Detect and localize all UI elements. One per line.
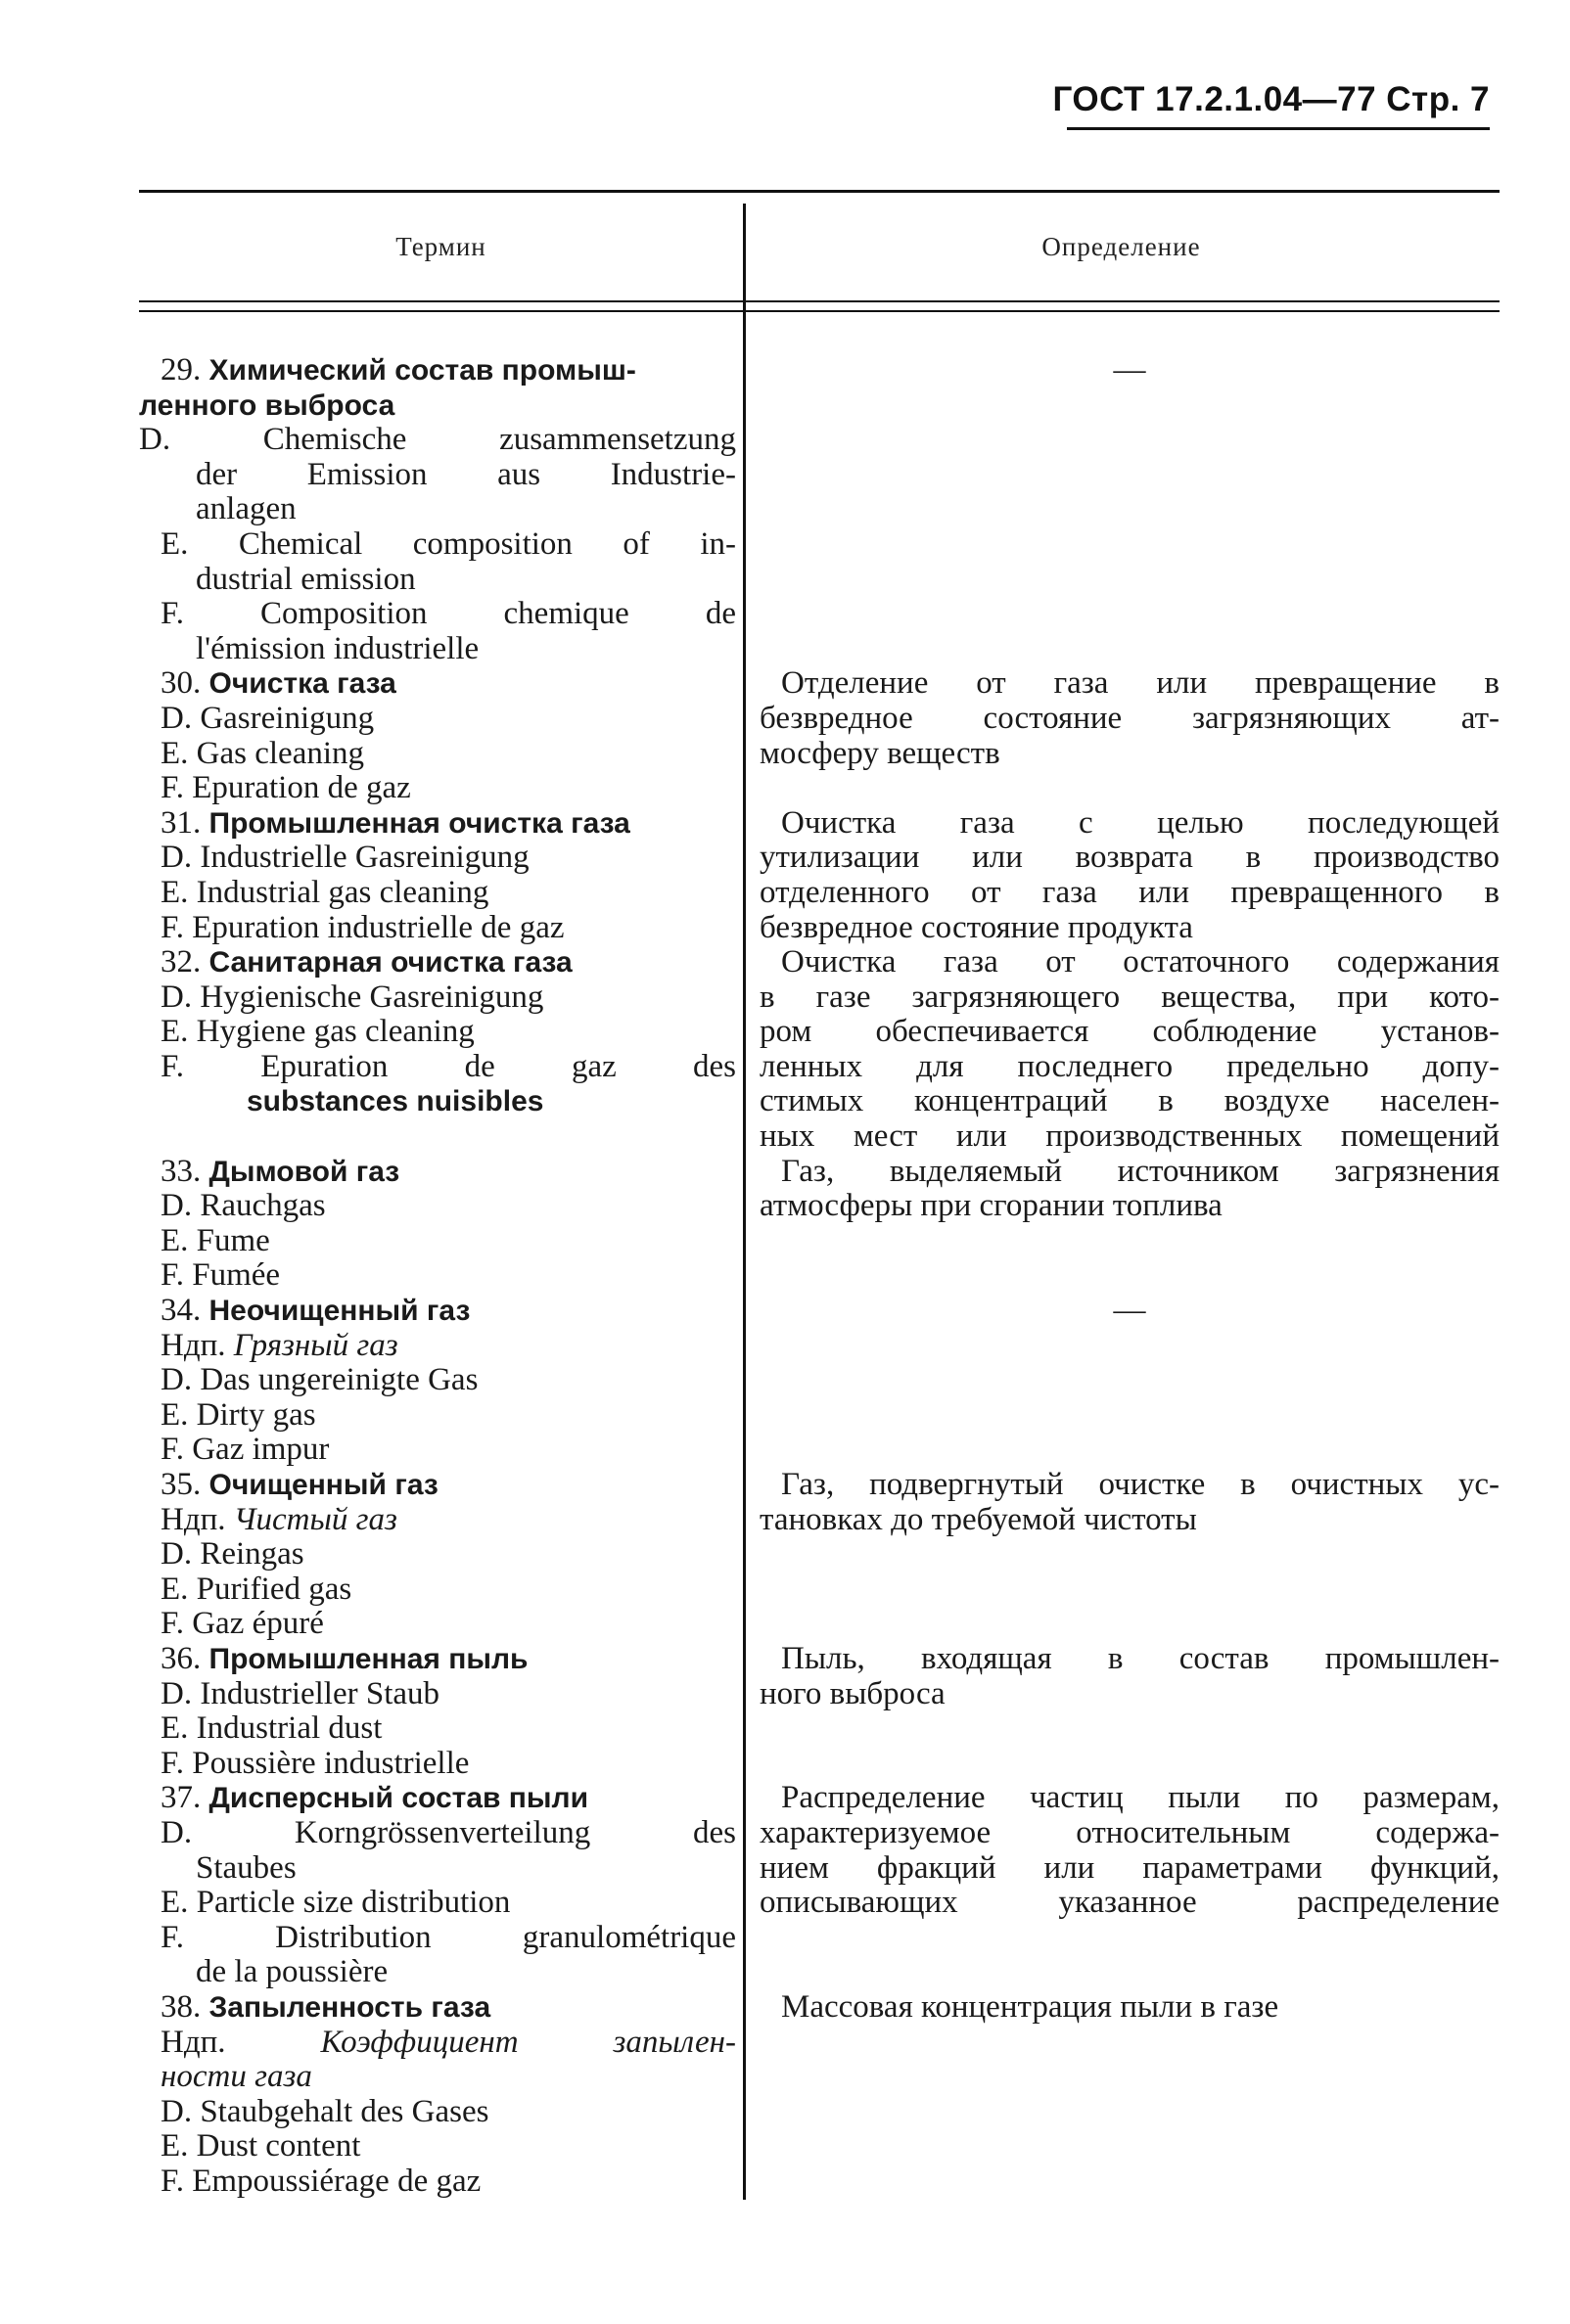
line-text: F. Gaz impur (161, 1432, 330, 1468)
definition-line (760, 737, 1500, 772)
definition-line (760, 1398, 1500, 1434)
line-text: описывающих указанное распределение (760, 1885, 1500, 1921)
definition-line (760, 1642, 1500, 1677)
line-text: 31. (161, 804, 209, 841)
line-text: l'émission industrielle (196, 630, 480, 666)
term-line (139, 563, 736, 598)
definition-line (760, 1189, 1500, 1224)
term-line (139, 1468, 736, 1503)
definition-column (760, 353, 1500, 2026)
line-text: безвредное состояние продукта (760, 909, 1193, 945)
term-line (139, 1503, 736, 1538)
term-line (139, 353, 736, 388)
term-line (139, 1329, 736, 1364)
definition-line (760, 492, 1500, 527)
line-text: ных мест или производственных помещений (760, 1118, 1500, 1155)
definition-line (760, 1084, 1500, 1119)
term-line (139, 1084, 736, 1119)
line-text: характеризуемое относительным содержа- (760, 1814, 1500, 1850)
definition-line (760, 1119, 1500, 1155)
page-title: ГОСТ 17.2.1.04—77 Стр. 7 (1052, 80, 1490, 118)
definition-line (760, 353, 1500, 388)
line-text: D. Das ungereinigte Gas (161, 1362, 479, 1398)
line-text: D. Industrielle Gasreinigung (161, 840, 530, 876)
line-text: D. Staubgehalt des Gases (161, 2093, 489, 2129)
term-line (139, 1258, 736, 1294)
definition-line (760, 1258, 1500, 1294)
definition-line (760, 876, 1500, 911)
term-line (139, 458, 736, 493)
term-name: Промышленная очистка газа (208, 806, 630, 840)
term-line (139, 2060, 736, 2095)
term-line (139, 1015, 736, 1050)
line-text: отделенного от газа или превращенного в (760, 874, 1500, 910)
term-name: Очистка газа (208, 667, 396, 701)
line-text: Газ, подвергнутый очистке в очистных ус- (781, 1467, 1500, 1502)
definition-line (760, 1607, 1500, 1642)
definition-line (760, 388, 1500, 424)
definition-line (760, 597, 1500, 632)
line-text: D. Hygienische Gasreinigung (161, 979, 544, 1015)
line-text: D. Rauchgas (161, 1188, 326, 1224)
line-text: E. Fume (161, 1222, 270, 1258)
line-text: мосферу веществ (760, 735, 1000, 771)
definition-line (760, 1711, 1500, 1747)
definition-line (760, 771, 1500, 806)
line-text: E. Industrial dust (161, 1710, 383, 1747)
line-text: 36. (161, 1640, 209, 1676)
line-text: 32. (161, 944, 209, 980)
definition-line (760, 1537, 1500, 1572)
line-text: E. Dirty gas (161, 1396, 316, 1433)
line-text: E. Chemical composition of in- (161, 525, 736, 562)
line-text: E. Hygiene gas cleaning (161, 1014, 475, 1050)
term-line (139, 841, 736, 876)
definition-line (760, 911, 1500, 946)
term-line (139, 1537, 736, 1572)
line-text: 33. (161, 1153, 209, 1189)
definition-line (760, 1294, 1500, 1329)
term-name: Промышленная пыль (208, 1642, 529, 1675)
term-line (139, 2165, 736, 2200)
line-text: F. Composition chemique de (161, 596, 736, 632)
definition-line (760, 1050, 1500, 1085)
term-line (139, 1677, 736, 1712)
term-line (139, 492, 736, 527)
terms-table (139, 190, 1500, 2250)
line-text: Очистка газа от остаточного содержания (781, 944, 1500, 980)
line-text: ного выброса (760, 1675, 946, 1711)
definition-line (760, 1886, 1500, 1921)
line-text: D. Reingas (161, 1536, 304, 1572)
line-text: Распределение частиц пыли по размерам, (781, 1780, 1500, 1816)
definition-line (760, 702, 1500, 737)
deprecated-term: ности газа (161, 2059, 312, 2095)
term-line (139, 1572, 736, 1608)
definition-line (760, 1224, 1500, 1259)
line-text: F. Epuration de gaz (161, 770, 411, 806)
term-line (139, 423, 736, 458)
definition-line (760, 1747, 1500, 1782)
definition-line (760, 945, 1500, 980)
term-line (139, 2026, 736, 2061)
definition-line (760, 1503, 1500, 1538)
line-text: dustrial emission (196, 561, 416, 597)
line-text: Массовая концентрация пыли в газе (781, 1988, 1279, 2025)
term-line (139, 1642, 736, 1677)
table-body (139, 312, 1500, 2250)
term-line (139, 597, 736, 632)
line-text: F. Empoussiérage de gaz (161, 2163, 482, 2199)
definition-line (760, 1816, 1500, 1851)
term-line (139, 1851, 736, 1887)
term-line (139, 1921, 736, 1956)
line-text: F. Distribution granulométrique (161, 1919, 736, 1955)
term-line (139, 1816, 736, 1851)
line-text: Газ, выделяемый источником загрязнения (781, 1153, 1500, 1189)
term-line (139, 980, 736, 1016)
term-column (139, 353, 736, 2199)
term-line (139, 1711, 736, 1747)
line-text: E. Particle size distribution (161, 1885, 511, 1921)
term-line (139, 1050, 736, 1085)
term-name: Дымовой газ (208, 1155, 400, 1188)
line-text: Ндп. (161, 2024, 321, 2060)
definition-line (760, 1781, 1500, 1816)
line-text: ром обеспечивается соблюдение установ- (760, 1014, 1500, 1050)
deprecated-term: Коэффициент запылен- (320, 2024, 736, 2060)
term-line (139, 1747, 736, 1782)
term-line (139, 1189, 736, 1224)
term-line (139, 945, 736, 980)
line-text: E. Dust content (161, 2128, 361, 2165)
term-line (139, 1781, 736, 1816)
term-name: ленного выброса (139, 388, 395, 422)
line-text: D. Industrieller Staub (161, 1675, 440, 1711)
definition-line (760, 458, 1500, 493)
term-line (139, 1607, 736, 1642)
line-text: — (1113, 352, 1146, 387)
term-line (139, 1990, 736, 2026)
deprecated-term: Чистый газ (233, 1501, 397, 1537)
term-line (139, 2129, 736, 2165)
column-header-term: Термин (395, 231, 486, 261)
term-line (139, 771, 736, 806)
line-text: нием фракций или параметрами функций, (760, 1849, 1500, 1886)
line-text: Ндп. (161, 1501, 234, 1537)
definition-line (760, 980, 1500, 1016)
definition-line (760, 563, 1500, 598)
line-text: anlagen (196, 491, 297, 527)
page-header (1053, 80, 1490, 130)
definition-line (760, 1921, 1500, 1956)
definition-line (760, 1851, 1500, 1887)
line-text: — (1113, 1293, 1146, 1329)
line-text: Staubes (196, 1849, 297, 1886)
line-text: F. Gaz épuré (161, 1606, 324, 1642)
line-text: утилизации или возврата в производство (760, 840, 1500, 876)
line-text: 35. (161, 1467, 209, 1502)
definition-line (760, 632, 1500, 667)
term-line (139, 1433, 736, 1468)
term-name: Химический состав промыш- (208, 354, 636, 387)
term-line (139, 1119, 736, 1155)
line-text: E. Purified gas (161, 1571, 352, 1607)
line-text: F. Poussière industrielle (161, 1745, 470, 1781)
line-text: Очистка газа с целью последующей (781, 804, 1500, 841)
term-line (139, 911, 736, 946)
term-line (139, 2095, 736, 2130)
line-text: E. Industrial gas cleaning (161, 874, 489, 910)
line-text: 29. (161, 352, 209, 387)
line-text: F. Fumée (161, 1257, 281, 1294)
table-header-rule (139, 300, 1500, 312)
line-text: стимых концентраций в воздухе населен- (760, 1083, 1500, 1119)
term-line (139, 1398, 736, 1434)
term-line (139, 1294, 736, 1329)
line-text: D. Chemische zusammensetzung (139, 422, 736, 458)
definition-line (760, 666, 1500, 702)
definition-line (760, 841, 1500, 876)
definition-line (760, 1155, 1500, 1190)
definition-line (760, 1468, 1500, 1503)
line-text: 37. (161, 1780, 209, 1816)
line-text: в газе загрязняющего вещества, при кото- (760, 979, 1500, 1015)
line-text: 30. (161, 665, 209, 702)
line-text: тановках до требуемой чистоты (760, 1501, 1197, 1537)
term-name: Дисперсный состав пыли (208, 1782, 589, 1815)
term-name: Запыленность газа (208, 1990, 491, 2024)
line-text: E. Gas cleaning (161, 735, 365, 771)
line-text: D. Korngrössenverteilung des (161, 1814, 736, 1850)
line-text: F. Epuration de gaz des (161, 1048, 736, 1084)
definition-line (760, 1572, 1500, 1608)
term-line (139, 876, 736, 911)
column-header-definition: Определение (1041, 231, 1201, 261)
line-text: F. Epuration industrielle de gaz (161, 909, 565, 945)
definition-line (760, 1677, 1500, 1712)
definition-line (760, 806, 1500, 842)
line-text: D. Gasreinigung (161, 700, 375, 736)
line-text: ленных для последнего предельно допу- (760, 1048, 1500, 1084)
line-text: безвредное состояние загрязняющих ат- (760, 700, 1500, 736)
header-underline (1067, 127, 1490, 130)
term-line (139, 1363, 736, 1398)
definition-line (760, 423, 1500, 458)
term-line (139, 666, 736, 702)
term-line (139, 632, 736, 667)
term-line (139, 1224, 736, 1259)
term-name: Санитарная очистка газа (208, 946, 573, 980)
term-line (139, 1955, 736, 1990)
line-text: Пыль, входящая в состав промышлен- (781, 1640, 1500, 1676)
definition-line (760, 1433, 1500, 1468)
term-line (139, 702, 736, 737)
term-line (139, 1155, 736, 1190)
term-line (139, 388, 736, 424)
deprecated-term: Грязный газ (233, 1327, 398, 1363)
definition-line (760, 1990, 1500, 2026)
term-line (139, 806, 736, 842)
line-text: атмосферы при сгорании топлива (760, 1188, 1223, 1224)
definition-line (760, 1329, 1500, 1364)
term-line (139, 1886, 736, 1921)
term-name: Очищенный газ (208, 1469, 439, 1501)
definition-line (760, 1015, 1500, 1050)
term-line (139, 527, 736, 563)
definition-line (760, 1955, 1500, 1990)
definition-line (760, 1363, 1500, 1398)
definition-line (760, 527, 1500, 563)
line-text: Отделение от газа или превращение в (781, 665, 1500, 702)
term-name: Неочищенный газ (208, 1295, 471, 1328)
line-text: de la poussière (196, 1954, 389, 1990)
line-text: 38. (161, 1988, 209, 2025)
line-text: der Emission aus Industrie- (196, 456, 736, 492)
table-header (139, 193, 1500, 300)
line-text: Ндп. (161, 1327, 234, 1363)
term-name: substances nuisibles (247, 1085, 544, 1118)
term-line (139, 737, 736, 772)
line-text: 34. (161, 1293, 209, 1329)
